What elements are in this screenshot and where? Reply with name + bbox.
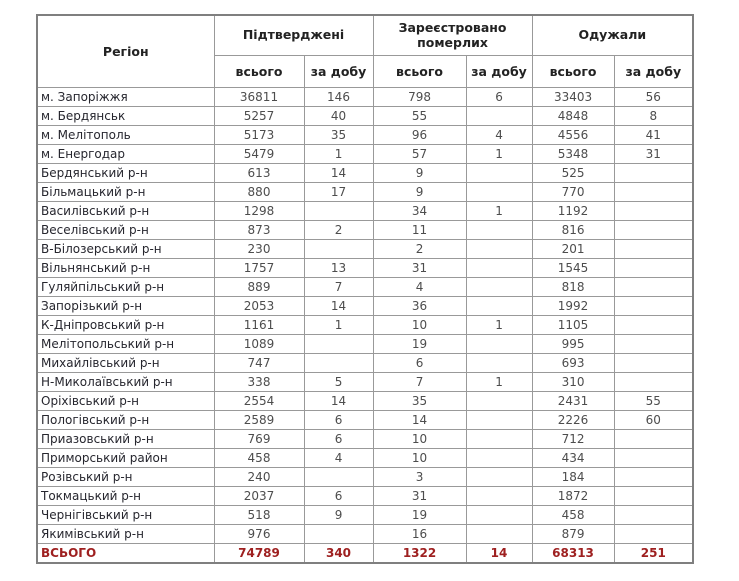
value-cell-recovered-per-day: 56 [614,87,693,106]
header-group-row [37,15,693,55]
value-cell-recovered-per-day [614,201,693,220]
value-cell-confirmed-per-day: 2 [304,220,373,239]
value-cell-confirmed-per-day: 6 [304,429,373,448]
value-cell-deaths-per-day: 1 [466,201,532,220]
value-cell-recovered-per-day [614,239,693,258]
column-group-recovered: Одужали [532,15,693,55]
region-cell: Василівський р-н [37,201,214,220]
value-cell-confirmed-per-day: 14 [304,391,373,410]
table-row [37,410,693,429]
value-cell-deaths-per-day [466,429,532,448]
table-row [37,144,693,163]
value-cell-deaths-total: 55 [373,106,466,125]
table-row [37,296,693,315]
subheader-confirmed-total: всього [214,55,304,87]
value-cell-confirmed-total: 518 [214,505,304,524]
region-cell: м. Бердянськ [37,106,214,125]
value-cell-confirmed-total: 338 [214,372,304,391]
value-cell-deaths-total: 3 [373,467,466,486]
value-cell-confirmed-total: 976 [214,524,304,543]
value-cell-recovered-per-day [614,296,693,315]
value-cell-recovered-per-day: 55 [614,391,693,410]
total-value-recovered-total: 68313 [532,543,614,563]
value-cell-confirmed-per-day [304,201,373,220]
value-cell-deaths-total: 31 [373,258,466,277]
value-cell-confirmed-total: 1757 [214,258,304,277]
value-cell-recovered-per-day: 31 [614,144,693,163]
value-cell-recovered-total: 770 [532,182,614,201]
table-row [37,239,693,258]
value-cell-deaths-total: 96 [373,125,466,144]
value-cell-deaths-total: 6 [373,353,466,372]
value-cell-recovered-total: 879 [532,524,614,543]
value-cell-deaths-per-day [466,391,532,410]
value-cell-recovered-total: 5348 [532,144,614,163]
value-cell-deaths-per-day: 1 [466,372,532,391]
value-cell-recovered-total: 201 [532,239,614,258]
value-cell-recovered-per-day [614,163,693,182]
table-row [37,182,693,201]
value-cell-recovered-per-day [614,182,693,201]
region-cell: м. Запоріжжя [37,87,214,106]
table-body [37,87,693,543]
value-cell-deaths-per-day [466,106,532,125]
table-row [37,277,693,296]
value-cell-deaths-total: 19 [373,334,466,353]
value-cell-recovered-per-day [614,372,693,391]
value-cell-deaths-per-day [466,524,532,543]
region-cell: Веселівський р-н [37,220,214,239]
region-cell: Пологівський р-н [37,410,214,429]
region-cell: Якимівський р-н [37,524,214,543]
value-cell-recovered-total: 1105 [532,315,614,334]
value-cell-confirmed-per-day: 9 [304,505,373,524]
value-cell-deaths-total: 16 [373,524,466,543]
value-cell-deaths-total: 14 [373,410,466,429]
total-value-deaths-total: 1322 [373,543,466,563]
value-cell-confirmed-total: 1089 [214,334,304,353]
table-row [37,201,693,220]
value-cell-deaths-total: 4 [373,277,466,296]
value-cell-recovered-total: 2431 [532,391,614,410]
value-cell-recovered-per-day [614,505,693,524]
table-row [37,315,693,334]
region-cell: Гуляйпільський р-н [37,277,214,296]
table-row [37,125,693,144]
value-cell-deaths-total: 57 [373,144,466,163]
value-cell-confirmed-per-day [304,524,373,543]
value-cell-confirmed-total: 458 [214,448,304,467]
table-row [37,220,693,239]
value-cell-confirmed-total: 2589 [214,410,304,429]
value-cell-recovered-per-day: 8 [614,106,693,125]
value-cell-confirmed-per-day: 13 [304,258,373,277]
value-cell-recovered-total: 1192 [532,201,614,220]
value-cell-recovered-total: 4556 [532,125,614,144]
covid-stats-table-wrap [36,14,694,564]
value-cell-recovered-per-day [614,277,693,296]
value-cell-recovered-total: 818 [532,277,614,296]
value-cell-confirmed-per-day [304,239,373,258]
value-cell-confirmed-per-day [304,353,373,372]
value-cell-deaths-per-day [466,353,532,372]
value-cell-confirmed-total: 36811 [214,87,304,106]
value-cell-confirmed-total: 769 [214,429,304,448]
value-cell-recovered-total: 816 [532,220,614,239]
table-row [37,505,693,524]
subheader-recovered-total: всього [532,55,614,87]
value-cell-deaths-total: 34 [373,201,466,220]
region-cell: м. Енергодар [37,144,214,163]
value-cell-confirmed-per-day: 40 [304,106,373,125]
value-cell-recovered-total: 184 [532,467,614,486]
subheader-deaths-total: всього [373,55,466,87]
total-value-recovered-per-day: 251 [614,543,693,563]
value-cell-confirmed-per-day: 5 [304,372,373,391]
subheader-deaths-per-day: за добу [466,55,532,87]
value-cell-deaths-per-day: 1 [466,144,532,163]
value-cell-recovered-total: 525 [532,163,614,182]
region-cell: Більмацький р-н [37,182,214,201]
value-cell-recovered-per-day [614,220,693,239]
value-cell-deaths-total: 19 [373,505,466,524]
region-cell: Мелітопольський р-н [37,334,214,353]
region-cell: Оріхівський р-н [37,391,214,410]
total-value-confirmed-total: 74789 [214,543,304,563]
value-cell-confirmed-total: 230 [214,239,304,258]
region-cell: Розівський р-н [37,467,214,486]
value-cell-deaths-per-day [466,182,532,201]
value-cell-recovered-total: 1872 [532,486,614,505]
subheader-recovered-per-day: за добу [614,55,693,87]
value-cell-confirmed-total: 613 [214,163,304,182]
value-cell-deaths-per-day [466,296,532,315]
value-cell-recovered-per-day [614,467,693,486]
value-cell-deaths-total: 36 [373,296,466,315]
value-cell-confirmed-per-day: 4 [304,448,373,467]
total-label: ВСЬОГО [37,543,214,563]
value-cell-confirmed-total: 5257 [214,106,304,125]
value-cell-recovered-total: 458 [532,505,614,524]
value-cell-confirmed-total: 2037 [214,486,304,505]
table-row [37,334,693,353]
value-cell-confirmed-total: 880 [214,182,304,201]
value-cell-recovered-total: 995 [532,334,614,353]
value-cell-confirmed-per-day: 6 [304,486,373,505]
value-cell-deaths-per-day [466,486,532,505]
value-cell-confirmed-total: 2053 [214,296,304,315]
value-cell-recovered-per-day [614,524,693,543]
value-cell-recovered-per-day [614,486,693,505]
value-cell-recovered-total: 4848 [532,106,614,125]
region-cell: Приазовський р-н [37,429,214,448]
value-cell-recovered-total: 310 [532,372,614,391]
table-row [37,391,693,410]
value-cell-confirmed-per-day: 7 [304,277,373,296]
value-cell-deaths-total: 31 [373,486,466,505]
value-cell-confirmed-per-day: 1 [304,144,373,163]
value-cell-deaths-per-day [466,448,532,467]
table-row [37,163,693,182]
region-cell: Бердянський р-н [37,163,214,182]
value-cell-confirmed-total: 5479 [214,144,304,163]
value-cell-deaths-per-day [466,467,532,486]
value-cell-recovered-per-day [614,334,693,353]
region-cell: Михайлівський р-н [37,353,214,372]
region-cell: Приморський район [37,448,214,467]
value-cell-recovered-per-day [614,429,693,448]
region-cell: Вільнянський р-н [37,258,214,277]
table-row [37,524,693,543]
value-cell-deaths-per-day [466,239,532,258]
value-cell-deaths-total: 10 [373,429,466,448]
value-cell-recovered-total: 712 [532,429,614,448]
value-cell-recovered-total: 2226 [532,410,614,429]
region-cell: м. Мелітополь [37,125,214,144]
value-cell-confirmed-total: 889 [214,277,304,296]
value-cell-deaths-per-day [466,334,532,353]
value-cell-confirmed-total: 1161 [214,315,304,334]
value-cell-deaths-per-day: 4 [466,125,532,144]
table-row [37,467,693,486]
value-cell-confirmed-per-day: 1 [304,315,373,334]
value-cell-deaths-total: 35 [373,391,466,410]
region-cell: Чернігівський р-н [37,505,214,524]
value-cell-confirmed-total: 747 [214,353,304,372]
total-value-confirmed-per-day: 340 [304,543,373,563]
column-header-region: Регіон [37,15,214,87]
value-cell-confirmed-per-day: 14 [304,296,373,315]
covid-stats-table [36,14,694,564]
value-cell-recovered-total: 693 [532,353,614,372]
value-cell-deaths-per-day: 6 [466,87,532,106]
value-cell-confirmed-per-day: 6 [304,410,373,429]
value-cell-recovered-per-day [614,258,693,277]
region-cell: Запорізький р-н [37,296,214,315]
value-cell-confirmed-total: 873 [214,220,304,239]
table-row [37,87,693,106]
value-cell-deaths-per-day: 1 [466,315,532,334]
table-header [37,15,693,87]
value-cell-recovered-per-day [614,315,693,334]
value-cell-deaths-total: 9 [373,163,466,182]
total-row [37,543,693,563]
value-cell-confirmed-total: 1298 [214,201,304,220]
value-cell-recovered-total: 434 [532,448,614,467]
table-row [37,486,693,505]
value-cell-deaths-per-day [466,163,532,182]
value-cell-confirmed-per-day: 17 [304,182,373,201]
table-total-body [37,543,693,563]
value-cell-confirmed-total: 240 [214,467,304,486]
value-cell-deaths-per-day [466,277,532,296]
region-cell: Н-Миколаївський р-н [37,372,214,391]
value-cell-deaths-total: 798 [373,87,466,106]
value-cell-deaths-per-day [466,258,532,277]
region-cell: В-Білозерський р-н [37,239,214,258]
value-cell-deaths-total: 11 [373,220,466,239]
value-cell-recovered-per-day: 60 [614,410,693,429]
column-group-confirmed: Підтверджені [214,15,373,55]
value-cell-confirmed-per-day: 146 [304,87,373,106]
value-cell-confirmed-per-day [304,467,373,486]
table-row [37,353,693,372]
table-row [37,429,693,448]
value-cell-confirmed-total: 2554 [214,391,304,410]
table-row [37,372,693,391]
value-cell-deaths-total: 2 [373,239,466,258]
column-group-deaths: Зареєстровано померлих [373,15,532,55]
subheader-confirmed-per-day: за добу [304,55,373,87]
table-row [37,258,693,277]
value-cell-confirmed-total: 5173 [214,125,304,144]
value-cell-deaths-total: 9 [373,182,466,201]
value-cell-recovered-total: 1545 [532,258,614,277]
total-value-deaths-per-day: 14 [466,543,532,563]
value-cell-recovered-per-day: 41 [614,125,693,144]
region-cell: К-Дніпровський р-н [37,315,214,334]
value-cell-deaths-per-day [466,505,532,524]
value-cell-recovered-total: 1992 [532,296,614,315]
value-cell-deaths-total: 10 [373,448,466,467]
value-cell-deaths-total: 7 [373,372,466,391]
table-row [37,106,693,125]
value-cell-recovered-per-day [614,448,693,467]
value-cell-deaths-total: 10 [373,315,466,334]
value-cell-deaths-per-day [466,220,532,239]
value-cell-confirmed-per-day: 35 [304,125,373,144]
value-cell-recovered-total: 33403 [532,87,614,106]
value-cell-confirmed-per-day [304,334,373,353]
region-cell: Токмацький р-н [37,486,214,505]
value-cell-confirmed-per-day: 14 [304,163,373,182]
table-row [37,448,693,467]
value-cell-recovered-per-day [614,353,693,372]
value-cell-deaths-per-day [466,410,532,429]
